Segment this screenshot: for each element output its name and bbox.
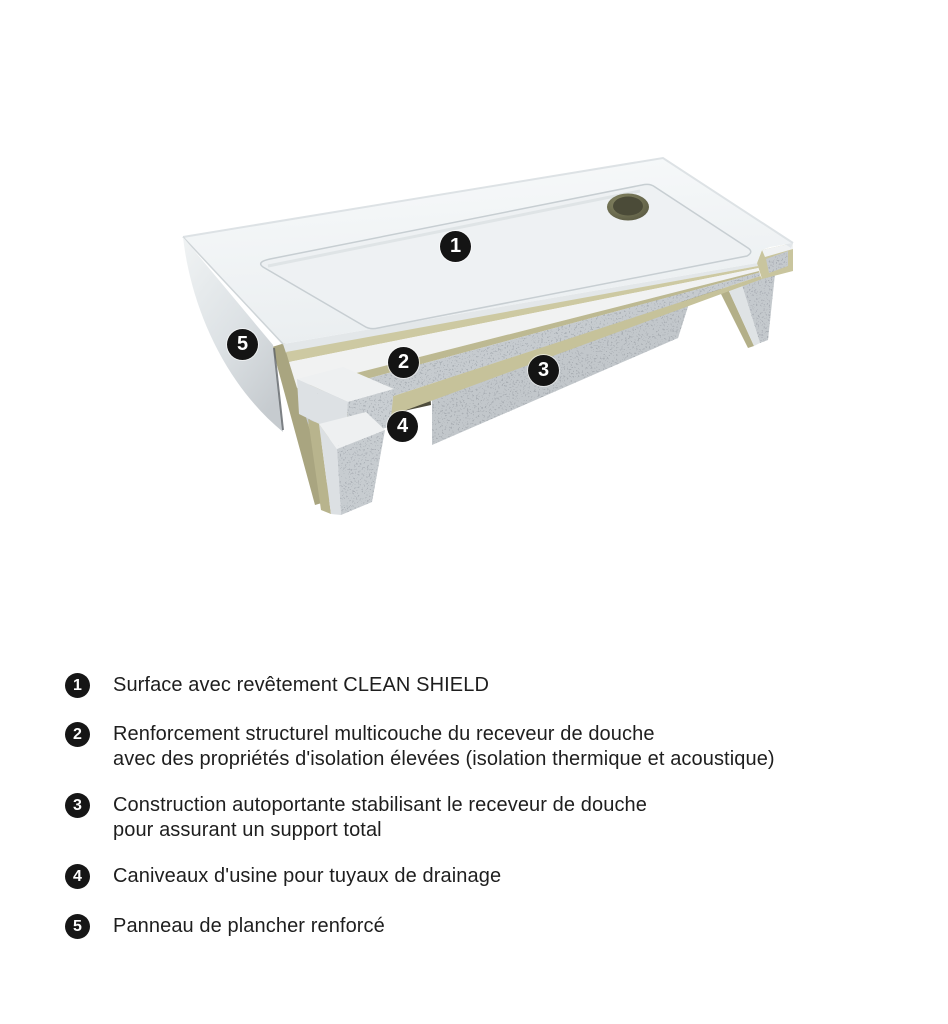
legend-badge-4: 4 xyxy=(65,864,90,889)
legend-badge-3: 3 xyxy=(65,793,90,818)
callout-badge-2: 2 xyxy=(388,347,419,378)
legend-text: Renforcement structurel multicouche du receveur de douche xyxy=(113,723,655,745)
legend-item xyxy=(65,864,501,889)
front-leg-post xyxy=(308,412,385,515)
legend-item xyxy=(65,793,647,843)
callout-badge-5: 5 xyxy=(227,329,258,360)
legend-text: Panneau de plancher renforcé xyxy=(113,915,385,937)
drain-hole xyxy=(607,194,649,221)
legend-text: Construction autoportante stabilisant le receveur de douche xyxy=(113,794,648,816)
callout-badge-3: 3 xyxy=(528,355,559,386)
legend-text: avec des propriétés d'isolation élevées (isolation thermique et acoustique) xyxy=(113,748,775,770)
legend-text: Surface avec revêtement CLEAN SHIELD xyxy=(113,674,489,696)
callout-badge-4: 4 xyxy=(387,411,418,442)
legend-badge-5: 5 xyxy=(65,914,90,939)
legend-text: pour assurant un support total xyxy=(113,819,382,841)
legend-badge-1: 1 xyxy=(65,673,90,698)
callout-badge-1: 1 xyxy=(440,231,471,262)
legend-badge-2: 2 xyxy=(65,722,90,747)
legend-item xyxy=(65,673,489,698)
legend-item xyxy=(65,914,385,939)
legend-item xyxy=(65,722,775,772)
legend-text: Caniveaux d'usine pour tuyaux de drainage xyxy=(113,865,502,887)
